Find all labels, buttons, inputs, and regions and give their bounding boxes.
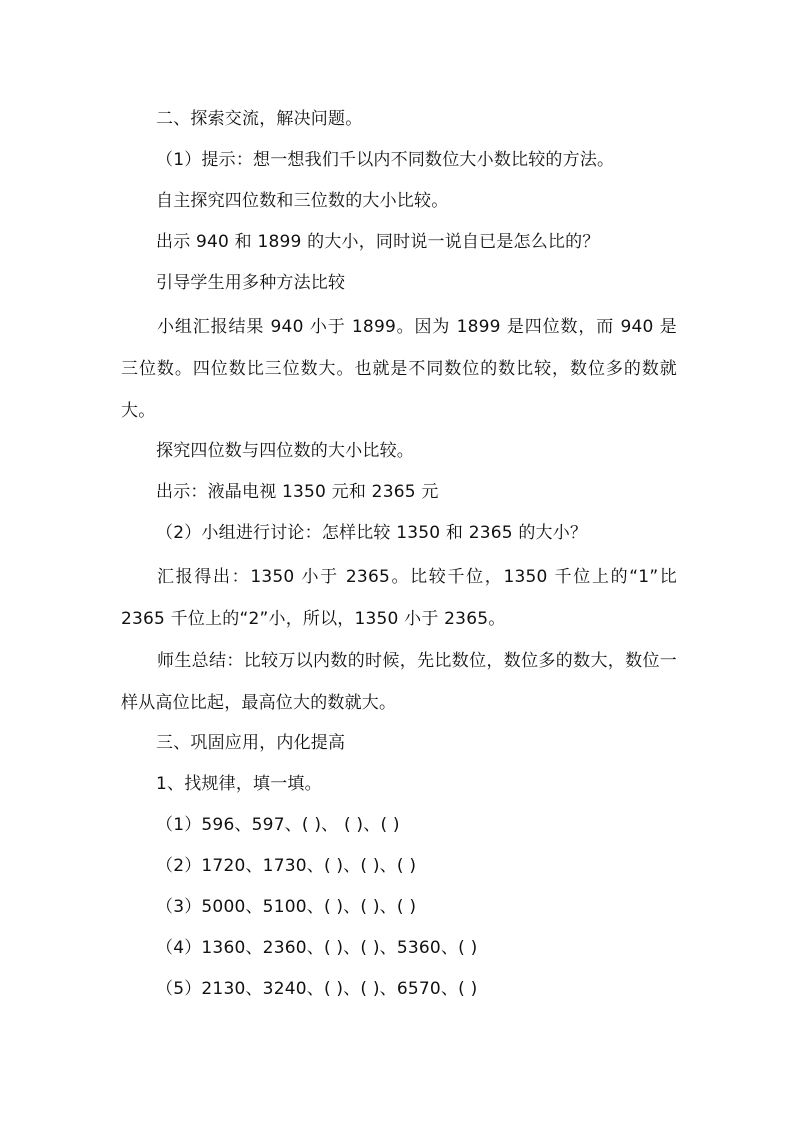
exercise-item-2: （2）1720、1730、( )、( )、( ) (156, 856, 417, 876)
display-line-tv-prices: 出示：液晶电视 1350 元和 2365 元 (156, 482, 439, 502)
explore-line-four-vs-three: 自主探究四位数和三位数的大小比较。 (156, 191, 449, 211)
exercise-item-1: （1）596、597、( )、 ( )、( ) (156, 815, 400, 835)
section3-title: 三、巩固应用，内化提高 (156, 733, 346, 753)
display-line-940-1899: 出示 940 和 1899 的大小，同时说一说自已是怎么比的？ (156, 232, 600, 252)
hint-line: （1）提示：想一想我们千以内不同数位大小数比较的方法。 (156, 150, 615, 170)
explore-line-four-vs-four: 探究四位数与四位数的大小比较。 (156, 441, 414, 461)
exercise-item-4: （4）1360、2360、( )、( )、5360、( ) (156, 938, 478, 958)
exercise-item-3: （3）5000、5100、( )、( )、( ) (156, 897, 417, 917)
report-result-paragraph: 汇报得出：1350 小于 2365。比较千位，1350 千位上的“1”比 2365 千位上的“2”小，所以，1350 小于 2365。 (121, 567, 677, 629)
summary-paragraph: 师生总结：比较万以内数的时候，先比数位，数位多的数大，数位一样从高位比起，最高位大的数就大。 (121, 651, 677, 713)
group-report-paragraph: 小组汇报结果 940 小于 1899。因为 1899 是四位数，而 940 是三位数。四位数比三位数大。也就是不同数位的数比较，数位多的数就大。 (121, 317, 677, 421)
discussion-line: （2）小组进行讨论：怎样比较 1350 和 2365 的大小？ (156, 523, 588, 543)
exercise-title: 1、找规律，填一填。 (156, 774, 322, 794)
guide-line: 引导学生用多种方法比较 (156, 273, 346, 293)
section2-title: 二、探索交流，解决问题。 (156, 109, 363, 129)
exercise-item-5: （5）2130、3240、( )、( )、6570、( ) (156, 979, 478, 999)
